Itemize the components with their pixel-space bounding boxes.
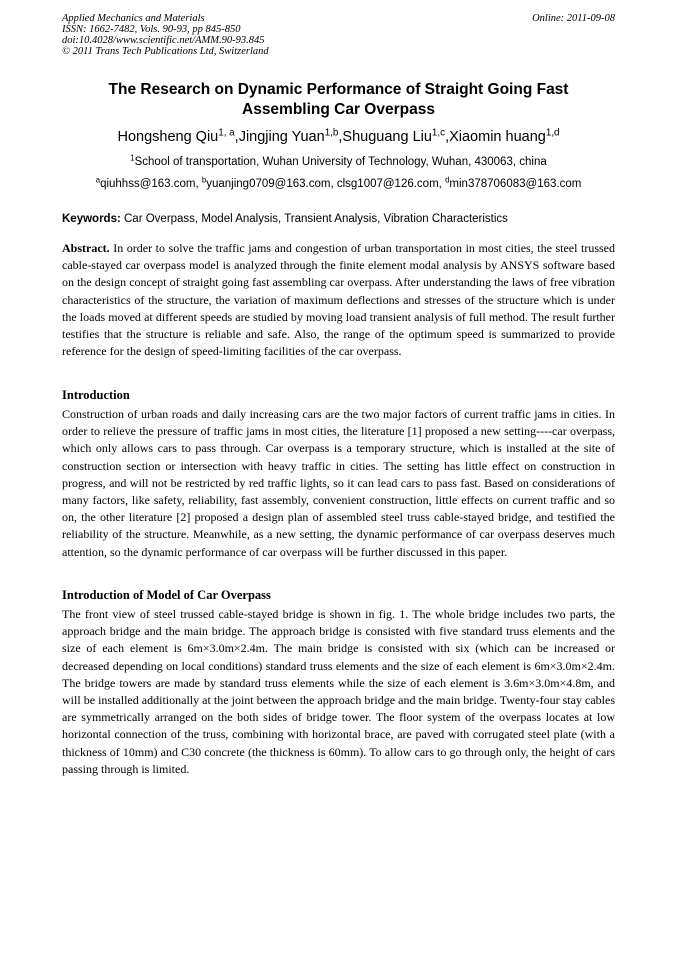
issn-line: ISSN: 1662-7482, Vols. 90-93, pp 845-850 [62,24,241,35]
abstract-text: In order to solve the traffic jams and congestion of urban transportation in most cities, the steel trussed cable-stayed car overpass model is analyzed through the finite element modal analysis by ANSYS software based on the design concept of straight going fast assembling car overpass. After understanding the laws of free vibration characteristics of the structure, the variation of maximum deflections and stresses of the structure which is under the loads moved at different speeds are studied by moving load transient analysis of full method. The result further testifies that the structure is reliable and safe. Also, the range of the optimum speed is summarized to provide reference for the design of speed-limiting facilities of the car overpass. [62,241,616,359]
doi-line: doi:10.4028/www.scientific.net/AMM.90-93.845 [62,35,265,46]
online-date: Online: 2011-09-08 [532,13,615,24]
email-mark: d [445,175,450,185]
email-address: yuanjing0709@163.com [206,178,331,190]
keywords-label: Keywords: [62,213,121,225]
email-mark: a [95,175,101,185]
title-line-1: The Research on Dynamic Performance of Straight Going Fast [108,81,569,98]
email-address: clsg1007@126.com [336,178,439,190]
email-separator: , [330,178,337,190]
author [239,129,343,145]
email [95,175,202,190]
author-list [62,128,615,146]
abstract-label: Abstract. [62,241,110,255]
email [445,175,582,190]
email-address: min378706083@163.com [449,178,582,190]
section-heading-introduction: Introduction [62,388,130,402]
paper-title [62,80,615,120]
keywords [62,212,615,226]
author-name: Xiaomin huang [449,129,546,145]
author [342,129,449,145]
affiliation [62,155,615,169]
author-separator: , [234,129,239,145]
title-line-2: Assembling Car Overpass [242,101,435,118]
email-list [62,177,615,191]
author [449,129,559,145]
author-name: Shuguang Liu [342,129,432,145]
author-separator: , [445,129,450,145]
keywords-text: Car Overpass, Model Analysis, Transient Analysis, Vibration Characteristics [124,213,508,225]
author-affil-mark: 1, a [218,127,235,139]
author-separator: , [338,129,343,145]
copyright-line: © 2011 Trans Tech Publications Ltd, Switzerland [62,46,269,57]
author-name: Hongsheng Qiu [117,129,219,145]
email-separator: , [195,178,202,190]
author [117,129,238,145]
author-name: Jingjing Yuan [238,129,325,145]
abstract [62,240,615,360]
author-affil-mark: 1,d [545,127,560,139]
journal-name: Applied Mechanics and Materials [62,13,205,24]
affiliation-text: School of transportation, Wuhan University of Technology, Wuhan, 430063, china [134,156,547,168]
author-affil-mark: 1,b [324,127,339,139]
email [337,178,445,190]
section-heading-model: Introduction of Model of Car Overpass [62,588,271,602]
email-mark: b [201,175,207,185]
section-body-model: The front view of steel trussed cable-stayed bridge is shown in fig. 1. The whole bridge includes two parts, the approach bridge and the main bridge. The approach bridge is consisted with five standard truss elements and the size of each element is 6m×3.0m×2.4m. The main bridge is consisted with six (which can be increased or decreased depending on local conditions) standard truss elements and the size of each element is 6m×3.0m×2.4m. The bridge towers are made by standard truss elements while the size of each element is 3.6m×3.0m×4.8m, and will be installed additionally at the joint between the approach bridge and the main bridge. Twenty-four stay cables are symmetrically arranged on the both sides of bridge tower. The floor system of the overpass locates at low horizontal connection of the truss, combining with horizontal brace, are paved with corrugated steel plate (with a thickness of 10mm) and C30 concrete (the thickness is 60mm). To allow cars to go through only, the height of cars passing through is limited. [62,607,615,776]
author-affil-mark: 1,c [431,127,446,139]
email [201,175,337,190]
email-separator: , [438,178,446,190]
affiliation-mark: 1 [130,153,135,163]
email-address: qiuhhss@163.com [100,178,196,190]
section-body-introduction: Construction of urban roads and daily increasing cars are the two major factors of current traffic jams in cities. In order to relieve the pressure of traffic jams in most cities, the literature [1] proposed a new setting----car overpass, which only allows cars to pass through. Car overpass is a temporary structure, which is installed at the site of construction section or intersection with heavy traffic in cities. The setting has little effect on construction in progress, and will not be restricted by red traffic lights, so it can lead cars to pass fast. Based on considerations of many factors, like safety, reliability, fast assembly, convenient construction, little effects on current traffic and so on, the other literature [2] proposed a design plan of assembled steel truss cable-stayed bridge, and testified the reliability of the structure. Meanwhile, as a new setting, the dynamic performance of car overpass deserves much attention, so the dynamic performance of car overpass will be further discussed in this paper. [62,407,615,559]
journal-header [62,13,615,57]
